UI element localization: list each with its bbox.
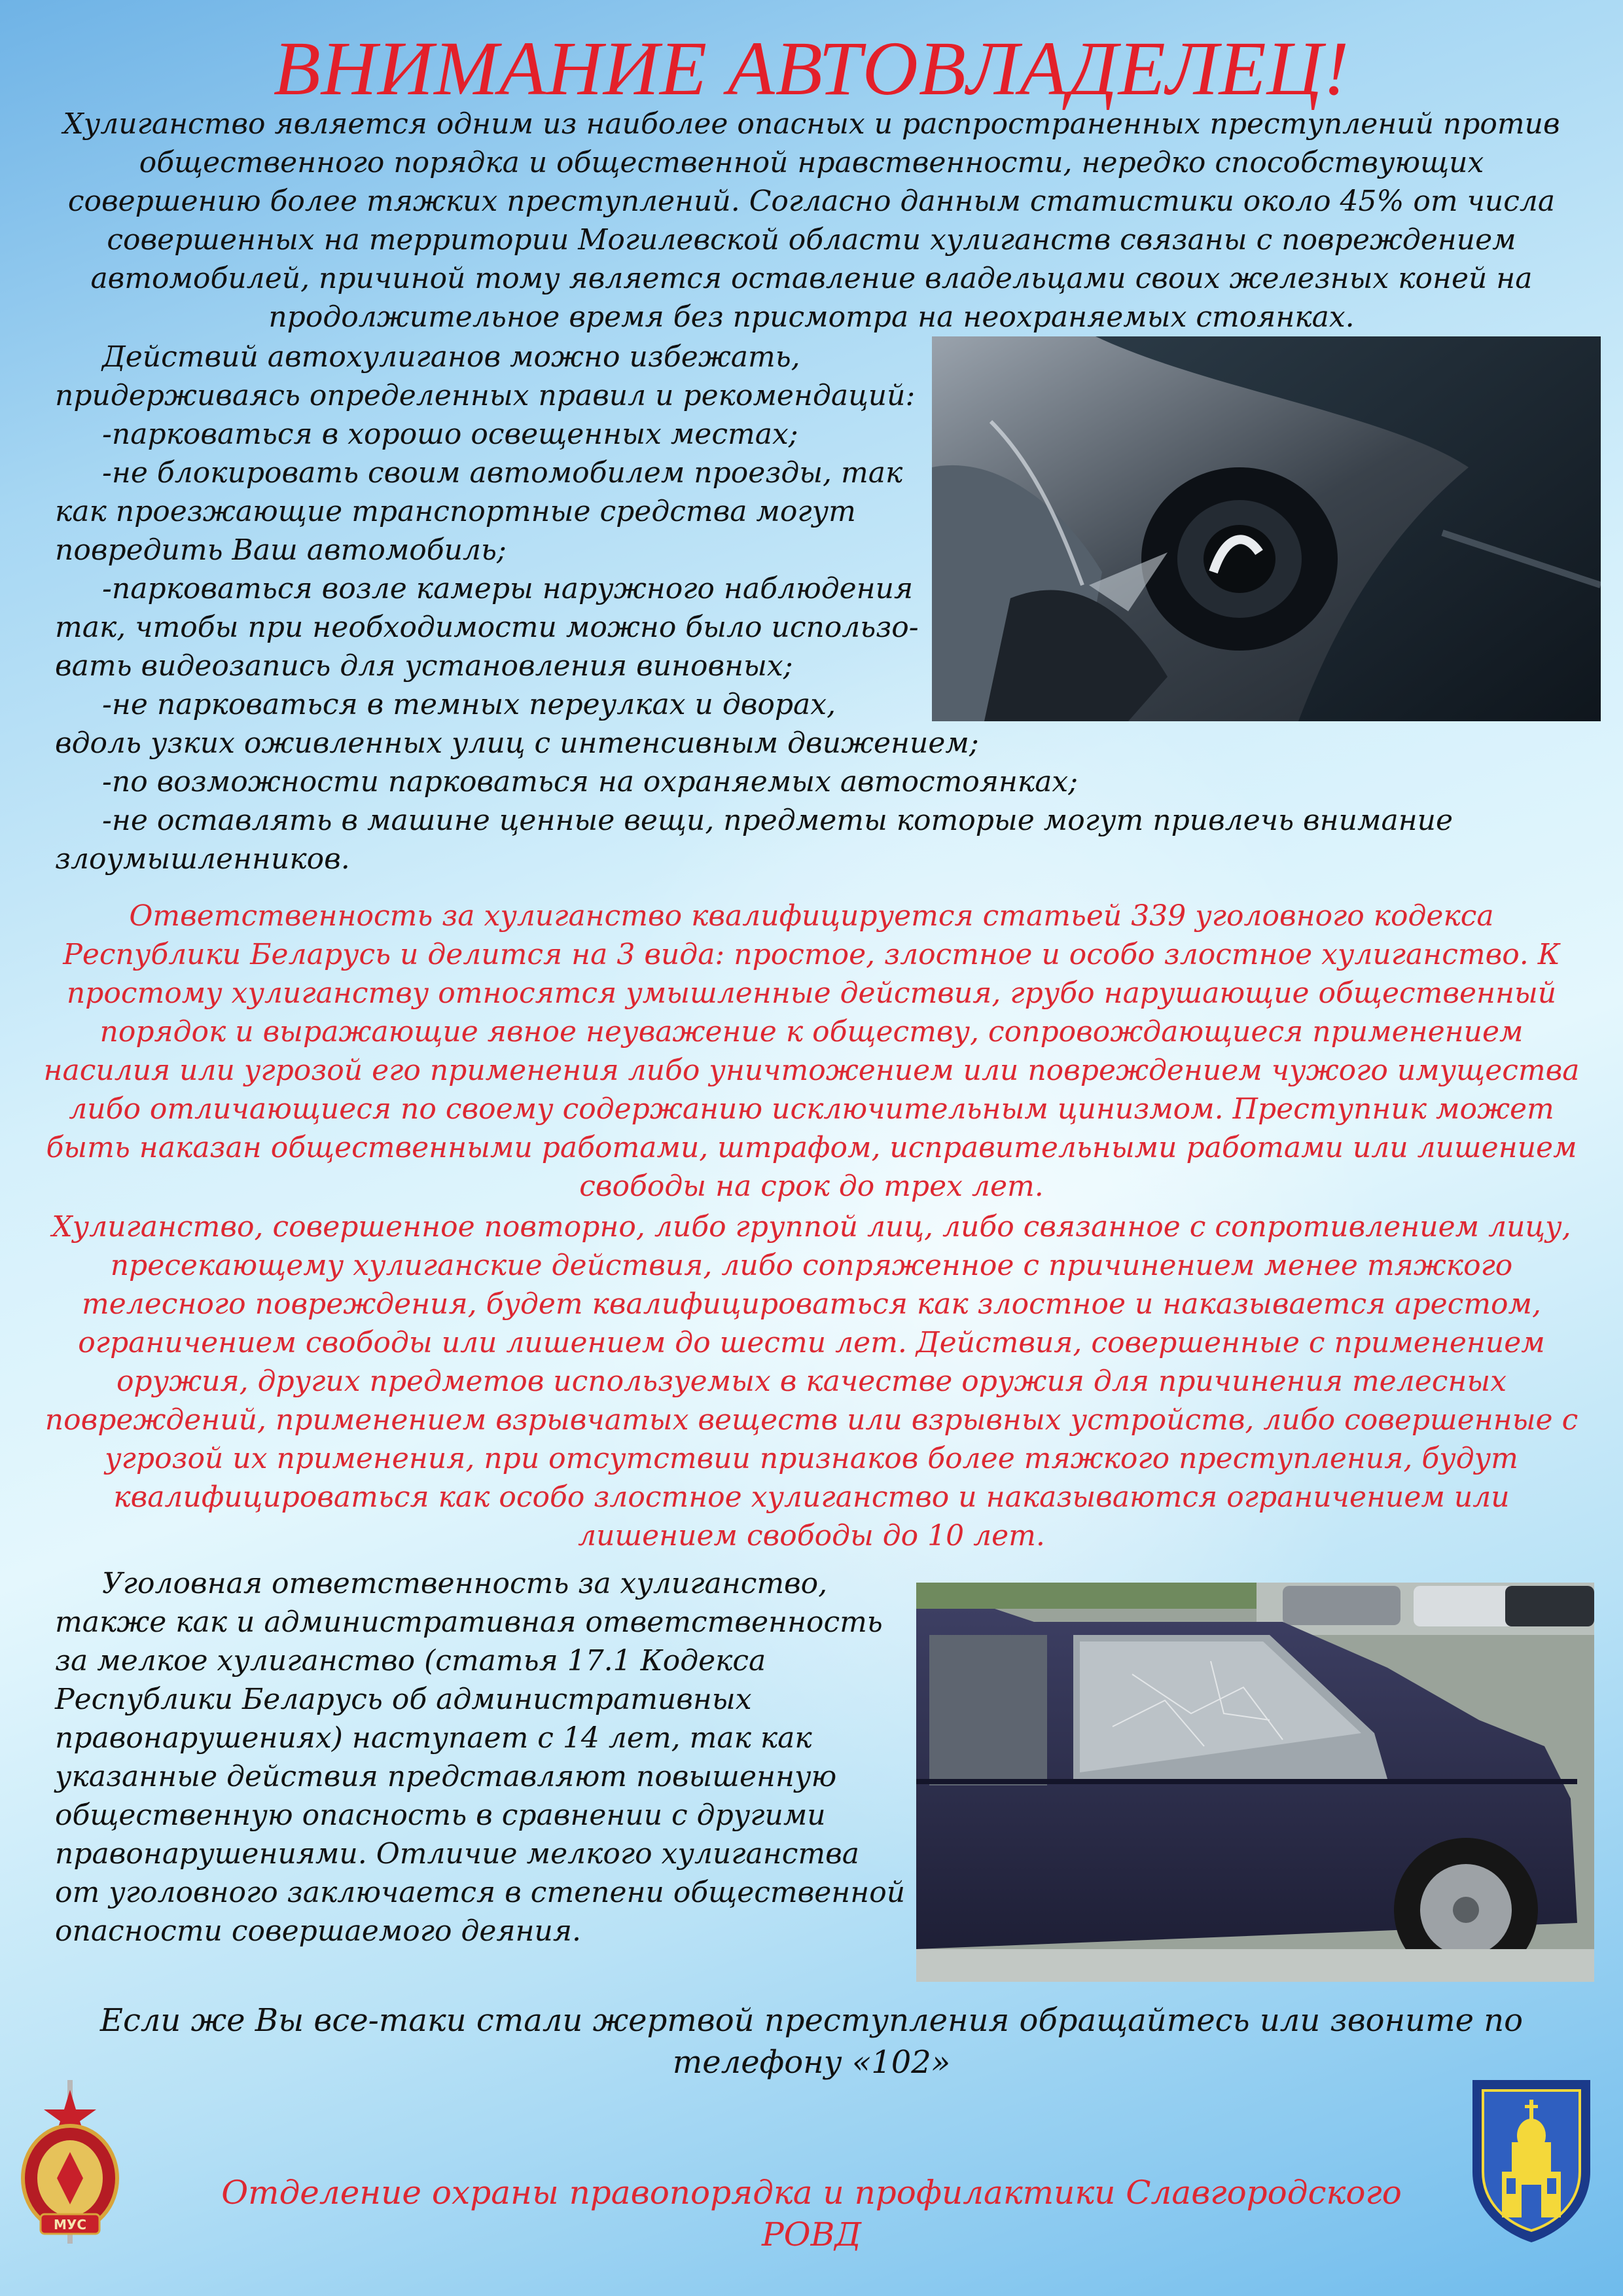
rules-line: -не парковаться в темных переулках и дворах, <box>102 688 836 721</box>
emblem-left-label: МУС <box>54 2217 86 2233</box>
age-line: за мелкое хулиганство (статья 17.1 Кодекса <box>55 1644 766 1677</box>
rules-line: так, чтобы при необходимости можно было использо- <box>55 611 919 644</box>
rules-line: Действий автохулиганов можно избежать, <box>102 340 800 374</box>
age-responsibility <box>55 1564 932 1950</box>
city-coat-of-arms-icon <box>1466 2073 1597 2244</box>
rules-line: вать видеозапись для установления виновных; <box>55 649 793 683</box>
rules-line: -парковаться возле камеры наружного наблюдения <box>102 572 914 605</box>
broken-window-car-photo <box>916 1583 1594 1982</box>
responsibility-simple: Ответственность за хулиганство квалифицируется статьей 339 уголовного кодекса Республики Беларусь и делится на 3 вида: простое, злостное и особо злостное хулиганство. К простому хулиганству относятся умышленные действия, грубо нарушающие общественный порядок и выражающие явное неуважение к обществу, сопровождающиеся применением насилия или угрозой его применения либо уничтожением или повреждением чужого имущества либо отличающиеся по своему содержанию исключительным цинизмом. Преступник может быть наказан общественными работами, штрафом, исправительными работами или лишением свободы на срок до трех лет. <box>43 899 1580 1203</box>
rules-line: -по возможности парковаться на охраняемых автостоянках; <box>102 765 1079 798</box>
age-line: Республики Беларусь об административных <box>55 1683 752 1716</box>
rules-line: придерживаясь определенных правил и рекомендаций: <box>55 379 916 412</box>
call-to-action: Если же Вы все-таки стали жертвой преступления обращайтесь или звоните по телефону «102» <box>99 2002 1524 2081</box>
age-line: Уголовная ответственность за хулиганство, <box>102 1567 828 1600</box>
rules-line: -парковаться в хорошо освещенных местах; <box>102 418 798 451</box>
age-line: опасности совершаемого деяния. <box>55 1914 581 1948</box>
rules-line: вдоль узких оживленных улиц с интенсивным движением; <box>55 726 979 760</box>
age-line: указанные действия представляют повышенную <box>55 1760 837 1793</box>
age-line: от уголовного заключается в степени общественной <box>55 1876 906 1909</box>
age-line: также как и административная ответственность <box>55 1605 883 1639</box>
broken-mirror-photo <box>932 336 1601 721</box>
rules-line: злоумышленников. <box>55 842 350 876</box>
age-line: правонарушениями. Отличие мелкого хулиганства <box>55 1837 859 1871</box>
rules-line: -не блокировать своим автомобилем проезды, так <box>102 456 903 490</box>
responsibility-malicious: Хулиганство, совершенное повторно, либо группой лиц, либо связанное с сопротивлением лицу, пресекающему хулиганские действия, либо сопряженное с причинением менее тяжкого телесного повреждения, будет квалифицироваться как злостное и наказывается арестом, ограничением свободы или лишением до шести лет. Действия, совершенные с применением оружия, других предметов используемых в качестве оружия для причинения телесных повреждений, применением взрывчатых веществ или взрывных устройств, либо совершенные с угрозой их применения, при отсутствии признаков более тяжкого преступления, будут квалифицироваться как особо злостное хулиганство и наказываются ограничением или лишением свободы до 10 лет. <box>45 1210 1578 1552</box>
rules-line: -не оставлять в машине ценные вещи, предметы которые могут привлечь внимание <box>102 804 1454 837</box>
police-emblem-icon <box>21 2080 119 2244</box>
rules-line: повредить Ваш автомобиль; <box>55 533 507 567</box>
footer-department: Отделение охраны правопорядка и профилактики Славгородского РОВД <box>221 2174 1402 2253</box>
intro-paragraph: Хулиганство является одним из наиболее опасных и распространенных преступлений против общественного порядка и общественной нравственности, нередко способствующих совершению более тяжких преступлений. Согласно данным статистики около 45% от числа совершенных на территории Могилевской области хулиганств связаны с повреждением автомобилей, причиной тому является оставление владельцами своих железных коней на продолжительное время без присмотра на неохраняемых стоянках. <box>63 107 1560 334</box>
age-line: общественную опасность в сравнении с другими <box>55 1799 826 1832</box>
age-line: правонарушениях) наступает с 14 лет, так как <box>55 1721 812 1755</box>
rules-line: как проезжающие транспортные средства могут <box>55 495 856 528</box>
page-title: ВНИМАНИЕ АВТОВЛАДЕЛЕЦ! <box>273 26 1350 111</box>
